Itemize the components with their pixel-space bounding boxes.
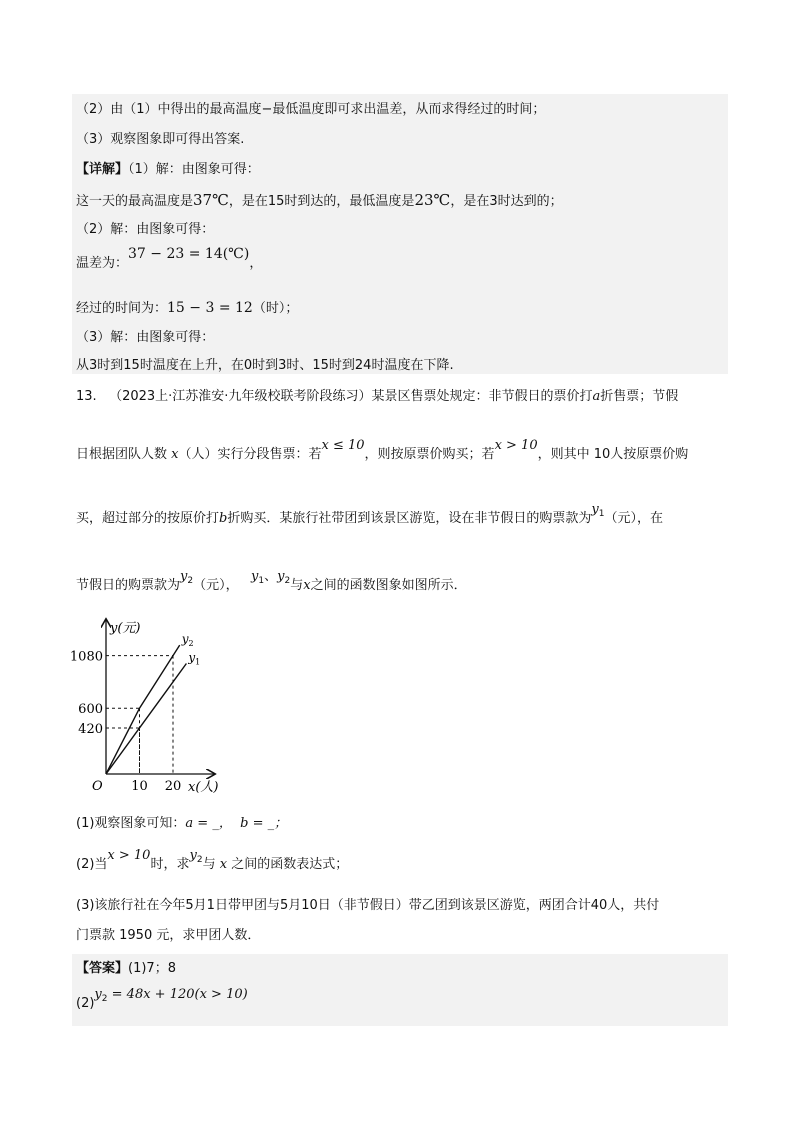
cond-2: x > 10	[494, 438, 538, 453]
y-axis-label: y(元)	[110, 621, 141, 636]
answer-2-expr: = 48x + 120(x > 10)	[111, 987, 248, 1002]
detail-line-a	[76, 191, 563, 211]
y2-var: y	[189, 848, 197, 863]
var-a: a	[592, 389, 601, 404]
y1-sub: 1	[598, 509, 605, 519]
question-3b: 门票款 1950 元，求甲团人数．	[76, 928, 261, 943]
text: 与	[290, 578, 304, 593]
answer-1-text: (1)7；8	[128, 961, 176, 976]
series-label-sub: 2	[188, 639, 194, 649]
min-temp: 23℃	[414, 191, 451, 209]
solution-2: （2）解：由图象可得：	[76, 222, 215, 237]
var-x: x	[171, 447, 179, 462]
text: ，则按原票价购买；若	[364, 447, 495, 462]
text: 这一天的最高温度是	[76, 194, 194, 209]
text: (2)当	[76, 857, 108, 872]
text: 时，求	[150, 857, 190, 872]
series-label-y1: $y_1$	[188, 650, 201, 667]
var-x: x	[219, 857, 228, 872]
conclusion: 从3时到15时温度在上升，在0时到3时、15时到24时温度在下降.	[76, 358, 454, 373]
text: ，是在3时达到的；	[450, 194, 563, 209]
text: 折售票；节假	[600, 389, 679, 404]
text: （2023上·江苏淮安·九年级校联考阶段练习）某景区售票处规定：非节假日的票价打	[109, 389, 593, 404]
text: (1)观察图象可知：	[76, 816, 186, 831]
text: 之间的函数表达式；	[231, 857, 349, 872]
y1-var: y	[591, 502, 599, 517]
time-label: 经过的时间为：	[76, 301, 168, 316]
time-expr: 15 − 3 = 12	[167, 300, 253, 316]
diff-expr: 37 − 23 = 14(℃)	[128, 246, 250, 262]
y2-sub: 2	[196, 855, 203, 865]
text: （元），在	[604, 511, 663, 526]
diff-label: 温差为：	[76, 256, 129, 271]
y1-sub: 1	[258, 576, 265, 586]
problem-line-4	[76, 569, 467, 599]
answer-tag: 【答案】	[76, 961, 129, 976]
blank-a: a = _，	[185, 816, 232, 831]
y-tick-label: 600	[78, 702, 103, 718]
var-x: x	[303, 578, 311, 593]
sep: 、	[264, 569, 278, 584]
origin-label: O	[92, 779, 103, 794]
tick-labels	[70, 650, 181, 794]
time-line	[76, 299, 298, 318]
detail-tag: 【详解】	[76, 162, 129, 177]
x-axis-label: x(人)	[188, 780, 219, 795]
x-tick-label: 10	[131, 779, 148, 794]
blank-b: b = _；	[240, 816, 288, 831]
series-label-y2: $y_2$	[181, 632, 194, 649]
y-tick-label: 420	[78, 721, 103, 737]
text: 节假日的购票款为	[76, 578, 181, 593]
problem-line-3	[76, 502, 663, 532]
text: （元），	[193, 578, 239, 593]
text: ，是在15时到达的，最低温度是	[228, 194, 415, 209]
series-label-sub: 1	[195, 657, 201, 667]
function-graph	[69, 610, 256, 795]
hint-3: （3）观察图象即可得出答案.	[76, 132, 245, 147]
text: 与	[202, 857, 216, 872]
text: 买，超过部分的按原价打	[76, 511, 220, 526]
y2-sub: 2	[284, 576, 291, 586]
problem-line-2	[76, 438, 689, 464]
question-1	[76, 815, 287, 833]
var-b: b	[219, 511, 228, 526]
text: （时）；	[252, 301, 299, 316]
text: ，则其中 10人按原票价购	[537, 447, 689, 462]
series-line-y2	[106, 645, 180, 774]
text: 日根据团队人数	[76, 447, 168, 462]
detail-1	[76, 161, 260, 179]
answer-2-prefix: (2)	[76, 996, 95, 1011]
y-tick-label: 1080	[69, 649, 103, 665]
question-3a: (3)该旅行社在今年5月1日带甲团与5月10日（非节假日）带乙团到该景区游览，两团合计40人，共付	[76, 898, 660, 913]
problem-number: 13.	[76, 389, 97, 404]
x-tick-label: 20	[164, 779, 182, 794]
y1-var: y	[251, 569, 259, 584]
answer-1	[76, 960, 176, 978]
text: 之间的函数图象如图所示．	[310, 578, 467, 593]
series-line-y1	[106, 664, 186, 774]
max-temp: 37℃	[193, 191, 229, 209]
y2-var: y	[94, 987, 102, 1002]
y2-var: y	[180, 569, 188, 584]
guide-lines	[106, 656, 173, 774]
diff-line	[76, 246, 263, 273]
y2-sub: 2	[101, 994, 108, 1004]
problem-line-1	[76, 388, 678, 406]
text: （人）实行分段售票：若	[178, 447, 322, 462]
cond: x > 10	[107, 848, 151, 863]
y2-sub: 2	[187, 576, 194, 586]
y2-var: y	[277, 569, 285, 584]
cond-1: x ≤ 10	[321, 438, 365, 453]
solution-3: （3）解：由图象可得：	[76, 330, 215, 345]
answer-2	[76, 987, 248, 1017]
detail-1-text: （1）解：由图象可得：	[128, 162, 260, 177]
text: ，	[249, 256, 263, 271]
hint-2: （2）由（1）中得出的最高温度−最低温度即可求出温差，从而求得经过的时间；	[76, 102, 546, 117]
question-2	[76, 848, 349, 878]
series-lines	[106, 632, 200, 774]
text: 折购买．某旅行社带团到该景区游览，设在非节假日的购票款为	[227, 511, 592, 526]
